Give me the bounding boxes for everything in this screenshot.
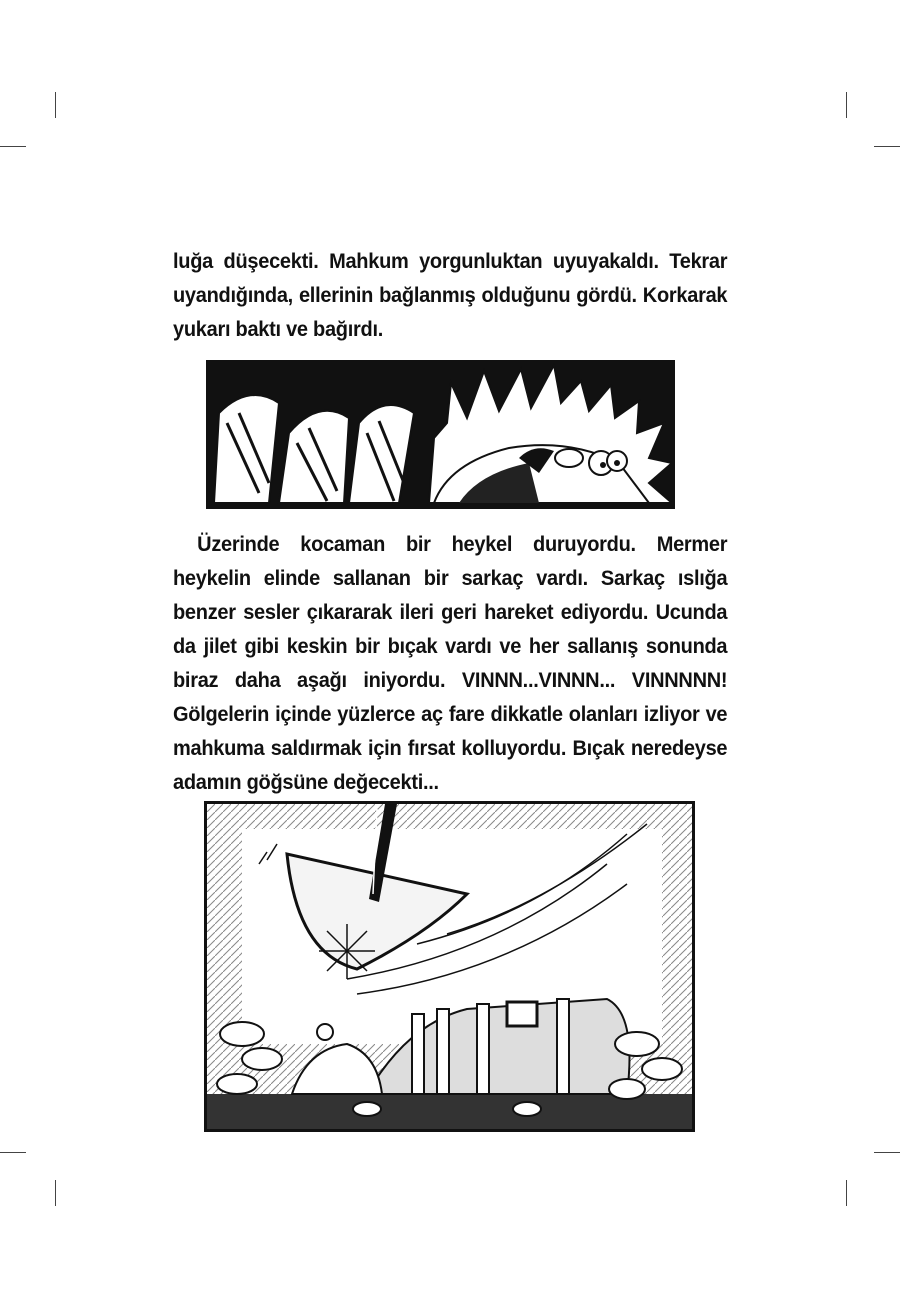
pendulum-illustration: [204, 801, 695, 1132]
bound-prisoner-illustration: [206, 360, 675, 509]
crop-mark: [0, 1152, 26, 1153]
body-paragraph-1: luğa düşecekti. Mahkum yorgunluktan uyuyakaldı. Tekrar uyandığında, ellerinin bağlanmış olduğunu gördü. Korkarak yukarı baktı ve bağırdı.: [173, 249, 728, 341]
crop-mark: [55, 92, 56, 118]
crop-mark: [874, 146, 900, 147]
crop-mark: [846, 1180, 847, 1206]
crop-mark: [0, 146, 26, 147]
body-paragraph-2: Üzerinde kocaman bir heykel duruyordu. Mermer heykelin elinde sallanan bir sarkaç vardı. Sarkaç ıslığa benzer sesler çıkararak ileri geri hareket ediyordu. Ucunda da jilet gibi keskin bir bıçak vardı ve her sallanış sonunda biraz daha aşağı iniyordu. VINNN...VINNN... VINNNNN! Gölgelerin içinde yüzlerce aç fare dikkatle olanları izliyor ve mahkuma saldırmak için fırsat kolluyordu. Bıçak neredeyse adamın göğsüne değecekti...: [173, 532, 728, 794]
crop-mark: [55, 1180, 56, 1206]
crop-mark: [846, 92, 847, 118]
crop-mark: [874, 1152, 900, 1153]
